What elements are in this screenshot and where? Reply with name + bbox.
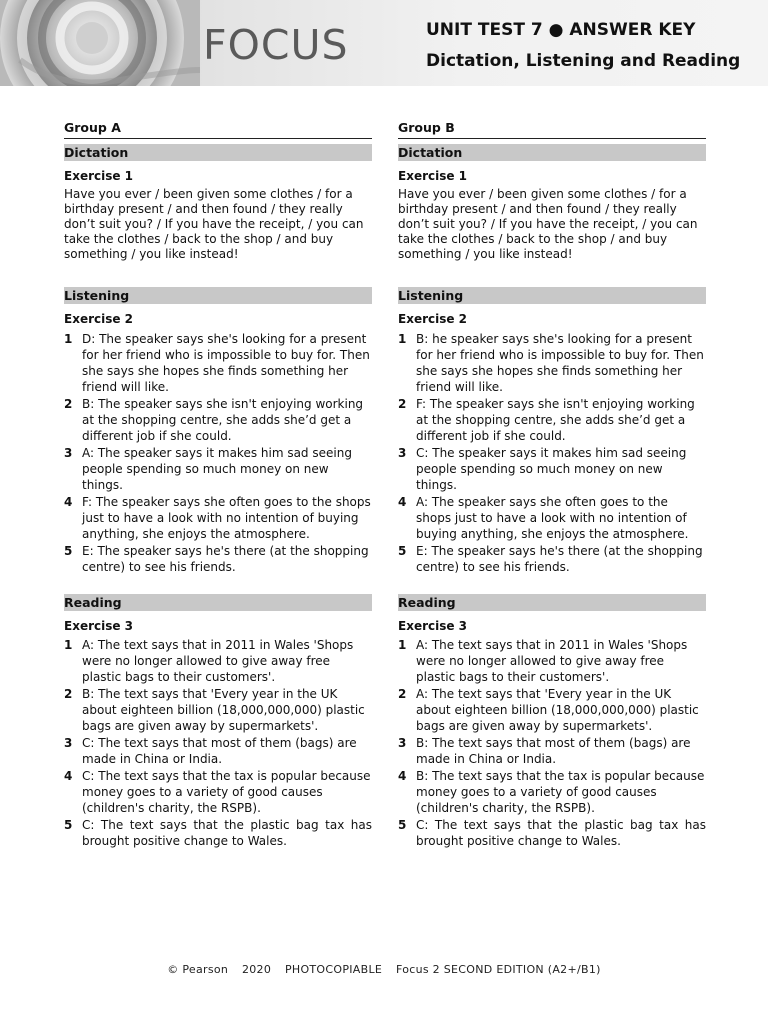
list-item: 2 A: The text says that 'Every year in the UK about eighteen billion (18,000,000,000) plastic bags are given away by supermarkets'. [398,687,699,733]
group-b-exercise-2-title: Exercise 2 [398,312,468,326]
group-b-dictation-text: Have you ever / been given some clothes / for a birthday present / and then found / they really don’t suit you? / If you have the receipt, / you can take the clothes / back to the shop / and buy something / you like instead! [398,187,698,261]
group-a-title: Group A [64,120,372,139]
list-item: 4 C: The text says that the tax is popular because money goes to a variety of good causes (children's charity, the RSPB). [64,769,371,815]
group-a-listening-heading: Listening [64,287,372,304]
footer-edition: Focus 2 SECOND EDITION (A2+/B1) [395,963,601,976]
footer-year: 2020 [241,963,272,976]
list-item: 5 E: The speaker says he's there (at the shopping centre) to see his friends. [64,543,369,574]
list-item: 2 B: The speaker says she isn't enjoying working at the shopping centre, she adds she’d get a different job if she could. [64,396,364,443]
group-a-exercise-2-title: Exercise 2 [64,312,134,326]
group-a-dictation-text: Have you ever / been given some clothes / for a birthday present / and then found / they really don’t suit you? / If you have the receipt, / you can take the clothes / back to the shop / and buy something / you like instead! [64,187,364,261]
list-item: 5 C: The text says that the plastic bag tax has brought positive change to Wales. [64,818,372,848]
list-item: 3 C: The text says that most of them (bags) are made in China or India. [64,736,357,766]
group-b-listening-heading: Listening [398,287,706,304]
list-item: 1 A: The text says that in 2011 in Wales 'Shops were no longer allowed to give away free plastic bags to their customers'. [398,638,688,684]
footer-copyright: © Pearson [167,963,229,976]
list-item: 4 A: The speaker says she often goes to the shops just to have a look with no intention of buying anything, she enjoys the atmosphere. [398,494,689,541]
list-item: 1 A: The text says that in 2011 in Wales 'Shops were no longer allowed to give away free plastic bags to their customers'. [64,638,354,684]
list-item: 4 B: The text says that the tax is popular because money goes to a variety of good causes (children's charity, the RSPB). [398,769,705,815]
list-item: 5 C: The text says that the plastic bag tax has brought positive change to Wales. [398,818,706,848]
group-b-exercise-1-title: Exercise 1 [398,168,468,183]
list-item: 3 C: The speaker says it makes him sad seeing people spending so much money on new things. [398,445,687,492]
group-a-exercise-1-title: Exercise 1 [64,168,134,183]
list-item: 1 B: he speaker says she's looking for a present for her friend who is impossible to buy for. Then she says she hopes she finds something her friend will like. [398,331,704,394]
group-a-exercise-3-title: Exercise 3 [64,618,134,633]
list-item: 3 A: The speaker says it makes him sad seeing people spending so much money on new things. [64,445,352,492]
list-item: 2 F: The speaker says she isn't enjoying working at the shopping centre, she adds she’d get a different job if she could. [398,396,695,443]
list-item: 4 F: The speaker says she often goes to the shops just to have a look with no intention of buying anything, she enjoys the atmosphere. [64,494,371,541]
page-header [0,0,768,86]
group-b-dictation-heading: Dictation [398,144,706,161]
group-b-column [398,120,706,850]
group-b-title: Group B [398,120,706,139]
brand-logo: FOCUS [203,21,349,69]
group-a-exercise-2-list [64,331,372,575]
group-a-column [64,120,372,850]
group-b-exercise-3-title: Exercise 3 [398,618,468,633]
focus-logo-disc-icon [0,0,200,86]
list-item: 1 D: The speaker says she's looking for a present for her friend who is impossible to buy for. Then she says she hopes she finds something her friend will like. [64,331,370,394]
group-b-reading-heading: Reading [398,594,706,611]
page-subtitle: Dictation, Listening and Reading [426,51,741,71]
group-a-reading-heading: Reading [64,594,372,611]
group-b-exercise-3-list [398,637,706,849]
group-a-dictation-heading: Dictation [64,144,372,161]
footer-photocopiable: PHOTOCOPIABLE [284,963,383,976]
page-footer [0,963,768,976]
group-a-exercise-3-list [64,637,372,849]
group-b-exercise-2-list [398,331,706,575]
list-item: 2 B: The text says that 'Every year in the UK about eighteen billion (18,000,000,000) plastic bags are given away by supermarkets'. [64,687,365,733]
list-item: 3 B: The text says that most of them (bags) are made in China or India. [398,736,691,766]
page-title: UNIT TEST 7 ● ANSWER KEY [426,20,696,40]
list-item: 5 E: The speaker says he's there (at the shopping centre) to see his friends. [398,543,703,574]
